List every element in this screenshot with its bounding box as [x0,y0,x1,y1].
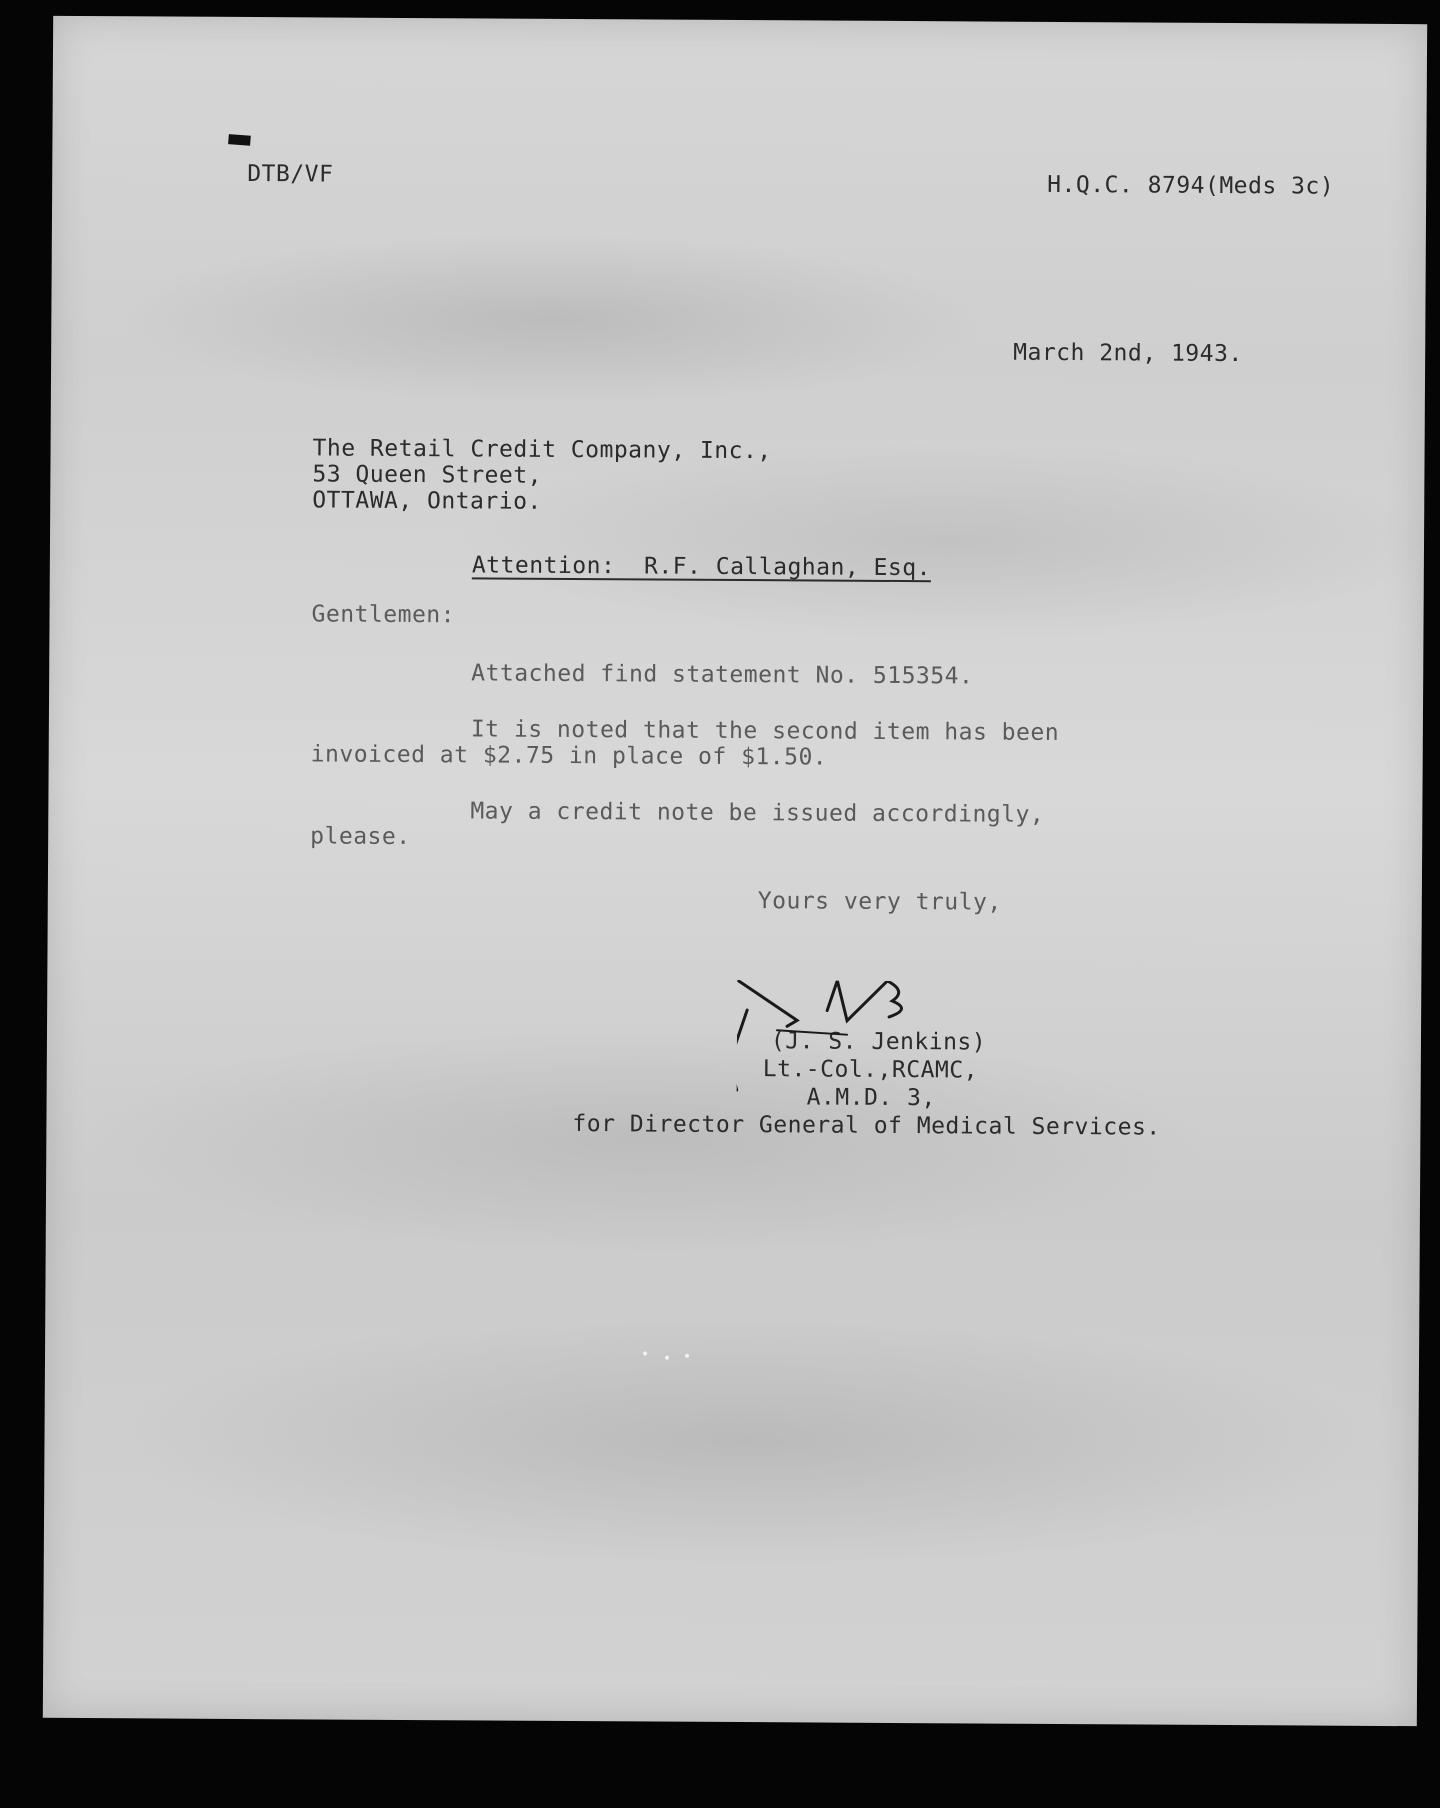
file-reference: H.Q.C. 8794(Meds 3c) [1047,171,1335,200]
signatory-unit: A.M.D. 3, [806,1084,936,1112]
salutation: Gentlemen: [311,601,456,629]
signatory-rank: Lt.-Col.,RCAMC, [762,1056,979,1084]
closing: Yours very truly, [757,888,1002,916]
recipient-line-2: 53 Queen Street, [312,461,543,489]
signatory-name: (J. S. Jenkins) [770,1028,987,1056]
paper-speck [685,1354,689,1358]
paper-speck [643,1351,647,1355]
ink-mark [228,134,251,146]
paragraph-3-line-1: May a credit note be issued accordingly, [470,798,1045,828]
paragraph-2-line-1: It is noted that the second item has been [470,716,1060,746]
recipient-line-1: The Retail Credit Company, Inc., [312,435,772,465]
paper-speck [665,1356,669,1360]
paragraph-1: Attached find statement No. 515354. [471,660,974,690]
reference-initials: DTB/VF [247,161,334,188]
paragraph-3-line-2: please. [310,823,411,851]
letter-date: March 2nd, 1943. [1013,339,1243,368]
attention-line: Attention: R.F. Callaghan, Esq. [471,552,932,582]
handwritten-signature [736,980,1157,1183]
letter-page [43,16,1427,1726]
paragraph-2-line-2: invoiced at $2.75 in place of $1.50. [310,741,828,771]
signatory-for: for Director General of Medical Services. [572,1111,1161,1141]
recipient-line-3: OTTAWA, Ontario. [312,487,542,515]
